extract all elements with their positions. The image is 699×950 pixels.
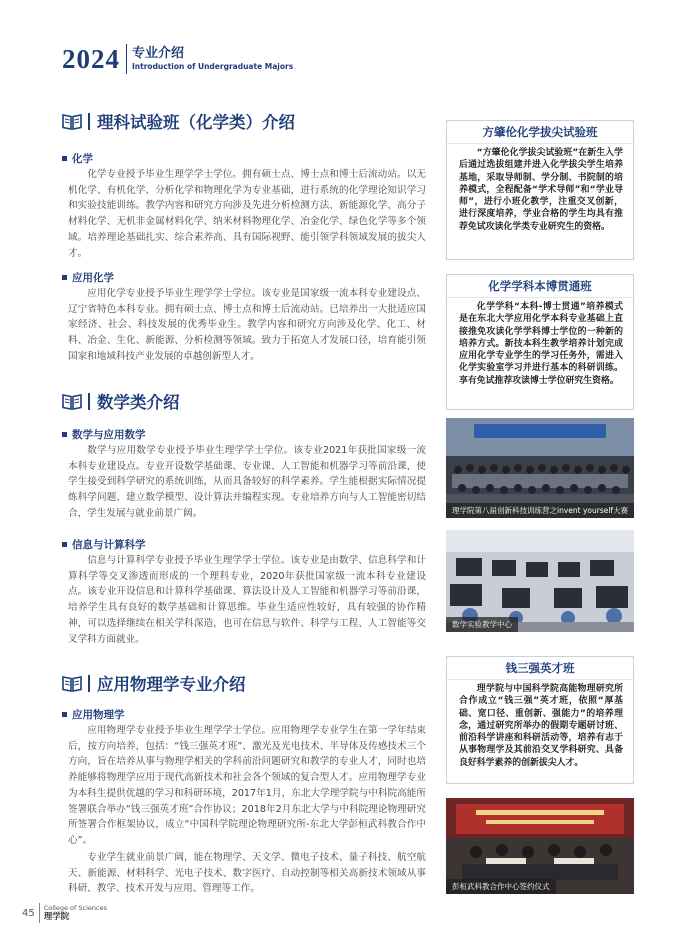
book-icon bbox=[62, 675, 82, 692]
sidebar-box-bachelor-doctor bbox=[446, 274, 634, 410]
footer-college-en: College of Sciences bbox=[43, 904, 107, 912]
header-title-cn: 专业介绍 bbox=[132, 46, 185, 61]
section-bar bbox=[88, 113, 90, 130]
major-description: 信息与计算科学专业授予毕业生理学学士学位。该专业是由数学、信息科学和计算科学等交叉渗透而形成的一个理科专业，2020年获批国家级一流本科专业建设点。该专业开设信息和计算科学基础课、算法设计及人工智能和机器学习等前沿课，培养学生具有良好的数学基础和计算思维。毕业生适应性较好，具有较强的协作精神，可以选择继续在相关学科深造，也可在信息与软件、科学与工程、人工智能等交叉学科方面就业。 bbox=[68, 555, 426, 645]
section-title: 应用物理学专业介绍 bbox=[97, 675, 246, 694]
section-heading-chemistry bbox=[62, 110, 295, 132]
page-number: 45 bbox=[22, 907, 35, 919]
bullet-square bbox=[62, 275, 67, 280]
photo-signing-ceremony bbox=[446, 798, 634, 894]
section-bar bbox=[88, 675, 90, 692]
page-header bbox=[62, 44, 293, 74]
photo-caption: 彭桓武科教合作中心签约仪式 bbox=[446, 879, 556, 894]
section-heading-math bbox=[62, 390, 180, 412]
box-text: 化学学科“本科-博士贯通”培养模式是在东北大学应用化学本科专业基础上直接推免攻读化学学科博士学位的一种新的培养方式。新技本科生教学培养计划完成应用化学专业学生的学习任务外，需进入化学实验室学习并进行基本的科研训练。享有免试推荐攻读博士学位研究生资格。 bbox=[459, 302, 623, 386]
photo-math-lab bbox=[446, 530, 634, 632]
photo-caption: 理学院第八届创新科技训练营之invent yourself大赛 bbox=[446, 503, 634, 518]
bullet-square bbox=[62, 712, 67, 717]
major-heading-math bbox=[62, 427, 146, 441]
book-icon bbox=[62, 393, 82, 410]
major-heading-applied-physics bbox=[62, 707, 125, 721]
footer-college bbox=[44, 904, 107, 922]
major-description: 应用物理学专业授予毕业生理学学士学位。应用物理学专业学生在第一学年结束后，按方向培养，包括：“钱三强英才班”、激光及光电技术、半导体及传感技术三个方向，旨在培养从事与物理学相关的学科前沿问题研究和教学的专业人才，同时也培养能够将物理学应用于现代高新技术和社会各个领域的复合型人才。应用物理学专业为本科生提供优越的学习和科研环境，2017年1月，东北大学理学院与中科院高能所签署联合举办“钱三强英才班”合作协议；2018年2月东北大学与中科院理论物理研究所签署合作框架协议，成立“中国科学院理论物理研究所-东北大学彭桓武科教合作中心”。 bbox=[68, 725, 426, 846]
major-title: 数学与应用数学 bbox=[72, 428, 146, 441]
box-title: 化学学科本博贯通班 bbox=[447, 275, 633, 298]
photo-caption: 数学实验教学中心 bbox=[446, 617, 518, 632]
major-heading-applied-chemistry bbox=[62, 270, 114, 284]
box-title: 方肇伦化学拔尖试验班 bbox=[447, 121, 633, 144]
major-heading-chemistry bbox=[62, 151, 93, 165]
box-text: “方肇伦化学拔尖试验班”在新生入学后通过选拔组建并进入化学拔尖学生培养基地，采取导师制、学分制、书院制的培养模式，全程配备“学术导师”和“学业导师”，进行小班化教学，注重交叉创新，进行深度培养，学业合格的学生均具有推荐免试攻读化学类专业研究生的资格。 bbox=[459, 148, 623, 232]
photo-innovation-contest bbox=[446, 418, 634, 518]
section-bar bbox=[88, 393, 90, 410]
header-title-en: Introduction of Undergraduate Majors bbox=[132, 62, 294, 71]
sidebar-box-fang-zhaolun bbox=[446, 120, 634, 260]
section-heading-physics bbox=[62, 672, 246, 694]
major-title: 信息与计算科学 bbox=[72, 538, 146, 551]
major-description-employment: 专业学生就业前景广阔，能在物理学、天文学、微电子技术、量子科技、航空航天、新能源、材料科学、光电子技术、数字医疗、自动控制等相关高新技术领域从事科研、教学、技术开发与应用、管理等工作。 bbox=[68, 852, 426, 895]
page-footer bbox=[22, 903, 107, 923]
major-description: 数学与应用数学专业授予毕业生理学学士学位。该专业2021年获批国家级一流本科专业建设点。专业开设数学基础课、专业课、人工智能和机器学习等前沿课，使学生接受到科学研究的系统训练，从而具备较好的科学素养。学生能根据实际情况提炼科学问题、建立数学模型、设计算法并编程实现。专业培养方向与人工智能密切结合，学生发展与就业前景广阔。 bbox=[68, 445, 426, 519]
box-title: 钱三强英才班 bbox=[447, 657, 633, 680]
book-icon bbox=[62, 113, 82, 130]
sidebar-box-qian-sanqiang bbox=[446, 656, 634, 784]
major-heading-info-computing bbox=[62, 537, 146, 551]
bullet-square bbox=[62, 156, 67, 161]
major-description: 应用化学专业授予毕业生理学学士学位。该专业是国家级一流本科专业建设点、辽宁省特色本科专业。拥有硕士点、博士点和博士后流动站。已培养出一大批适应国家经济、社会、科技发展的优秀毕业生。教学内容和研究方向涉及化学、化工、材料、冶金、生化、新能源、分析检测等领域。致力于拓宽人才发展口径，培育能引领国家和地域科技产业发展的卓越创新型人才。 bbox=[68, 288, 426, 362]
header-divider bbox=[126, 44, 127, 74]
major-description: 化学专业授予毕业生理学学士学位。拥有硕士点、博士点和博士后流动站。以无机化学、有机化学、分析化学和物理化学为专业基础，进行系统的化学理论知识学习和实验技能训练。教学内容和研究方向涉及先进分析检测方法、新能源化学、高分子材料化学、无机非金属材料化学、纳米材料物理化学、冶金化学、绿色化学等多个领域。培养理论基础扎实、综合素养高、具有国际视野、能引领学科领域发展的拔尖人才。 bbox=[68, 169, 426, 259]
major-title: 化学 bbox=[72, 152, 93, 165]
header-year: 2024 bbox=[62, 44, 120, 74]
section-title: 理科试验班（化学类）介绍 bbox=[97, 113, 295, 132]
box-text: 理学院与中国科学院高能物理研究所合作成立“钱三强”英才班，依照“厚基础、宽口径、重创新、强能力”的培养理念，通过研究所举办的假期专题研讨班、前沿科学讲座和科研活动等，培养有志于从事物理学及其前沿交叉学科研究、具备良好科学素养的创新拔尖人才。 bbox=[459, 684, 623, 768]
major-title: 应用化学 bbox=[72, 271, 114, 284]
bullet-square bbox=[62, 542, 67, 547]
bullet-square bbox=[62, 432, 67, 437]
major-title: 应用物理学 bbox=[72, 708, 125, 721]
header-text bbox=[132, 44, 293, 72]
footer-college-cn: 理学院 bbox=[43, 912, 70, 922]
section-title: 数学类介绍 bbox=[97, 393, 180, 412]
footer-divider bbox=[39, 903, 40, 923]
